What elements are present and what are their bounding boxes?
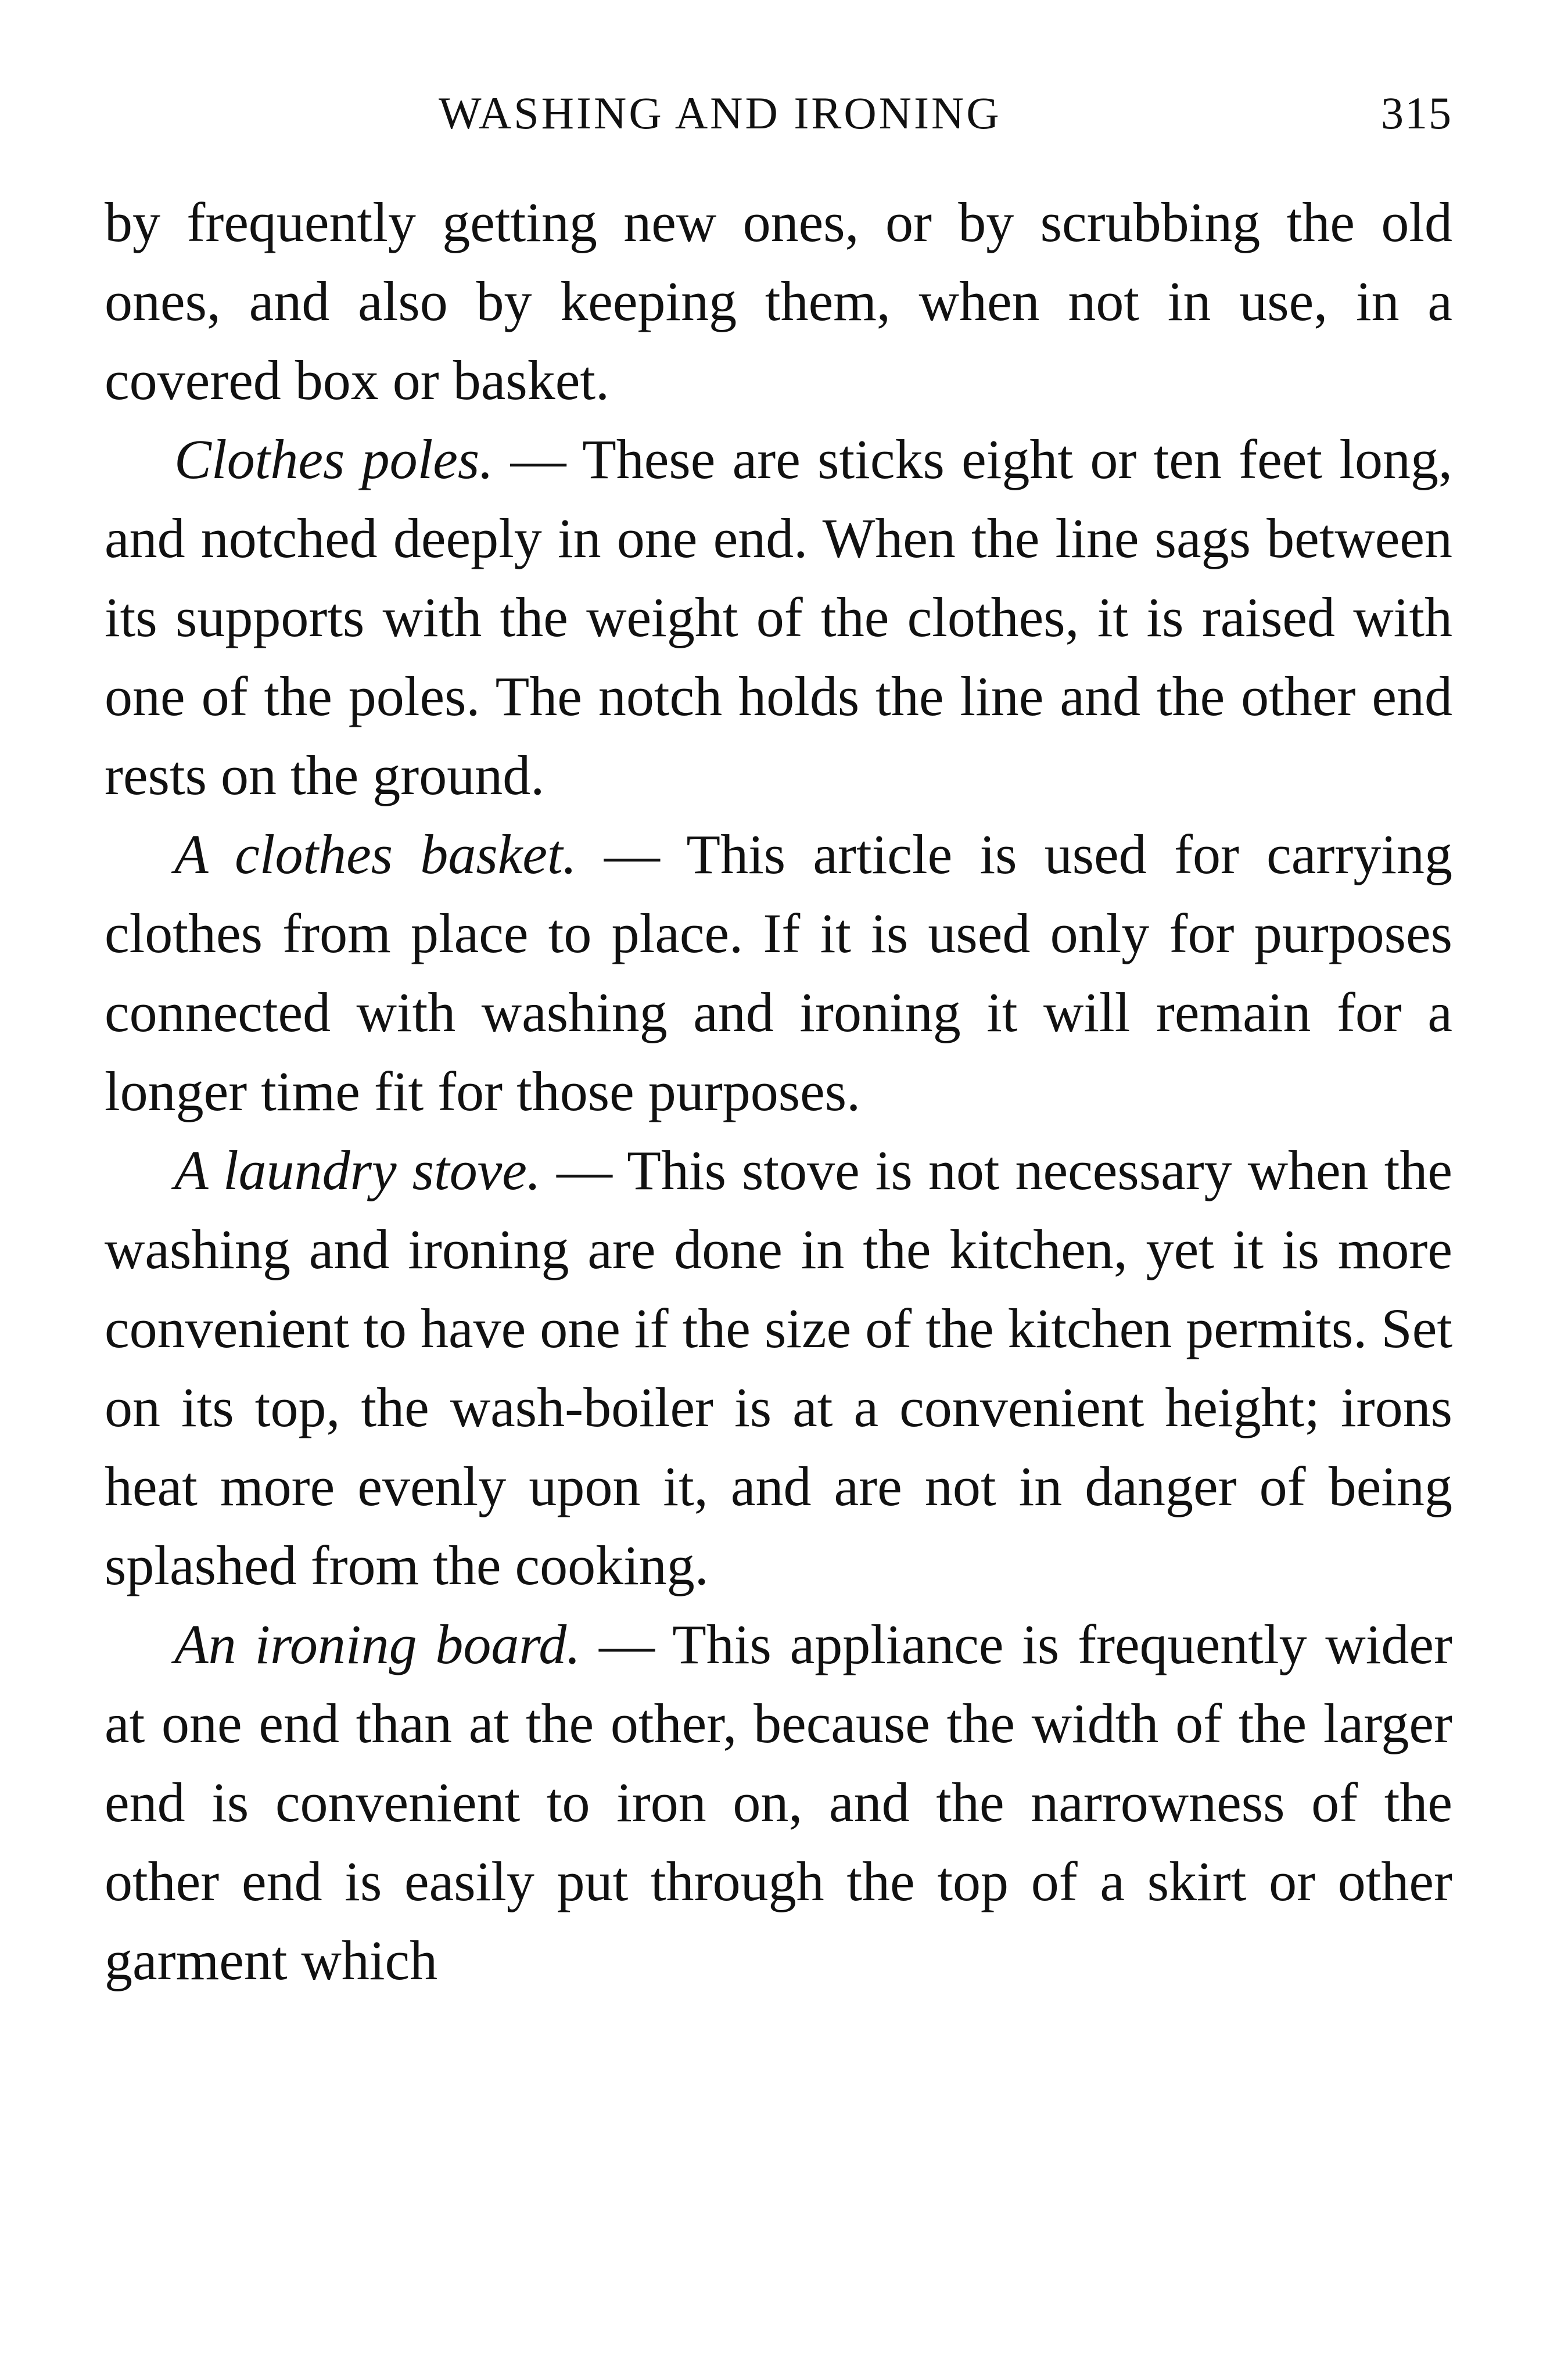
paragraph-text: — This stove is not necessary when the washing and ironing are done in the kitchen, yet it is more convenient to have one if the size of the kitchen permits. Set on its top, the wash-boiler is at a convenient height; irons heat more evenly upon it, and are not in danger of being splashed from the cooking. <box>105 1139 1453 1596</box>
paragraph-clothes-basket <box>105 815 1452 1131</box>
paragraph-text: — These are sticks eight or ten feet long, and notched deeply in one end. When the line sags between its supports with the weight of the clothes, it is raised with one of the poles. The notch holds the line and the other end rests on the ground. <box>105 428 1453 806</box>
paragraph-clothes-poles <box>105 420 1452 815</box>
run-in-heading: Clothes poles. <box>174 428 494 490</box>
page-number: 315 <box>1381 88 1452 138</box>
run-in-heading: A clothes basket. <box>174 823 577 885</box>
run-in-heading: A laundry stove. <box>174 1139 541 1201</box>
running-title: WASHING AND IRONING <box>439 88 1002 138</box>
paragraph-text: by frequently getting new ones, or by scrubbing the old ones, and also by keeping them, when not in use, in a covered box or basket. <box>105 191 1452 411</box>
body-text <box>105 183 1452 2000</box>
paragraph-ironing-board <box>105 1605 1452 2000</box>
paragraph-laundry-stove <box>105 1131 1452 1605</box>
paragraph-text: — This appliance is frequently wider at one end than at the other, because the width of the larger end is convenient to iron on, and the narrowness of the other end is easily put through the top of a skirt or other garment which <box>105 1613 1453 1991</box>
paragraph-text: — This article is used for carrying clothes from place to place. If it is used only for purposes connected with washing and ironing it will remain for a longer time fit for those purposes. <box>105 823 1453 1122</box>
running-head <box>105 87 1452 151</box>
run-in-heading: An ironing board. <box>174 1613 581 1675</box>
paragraph-continuation <box>105 183 1452 420</box>
